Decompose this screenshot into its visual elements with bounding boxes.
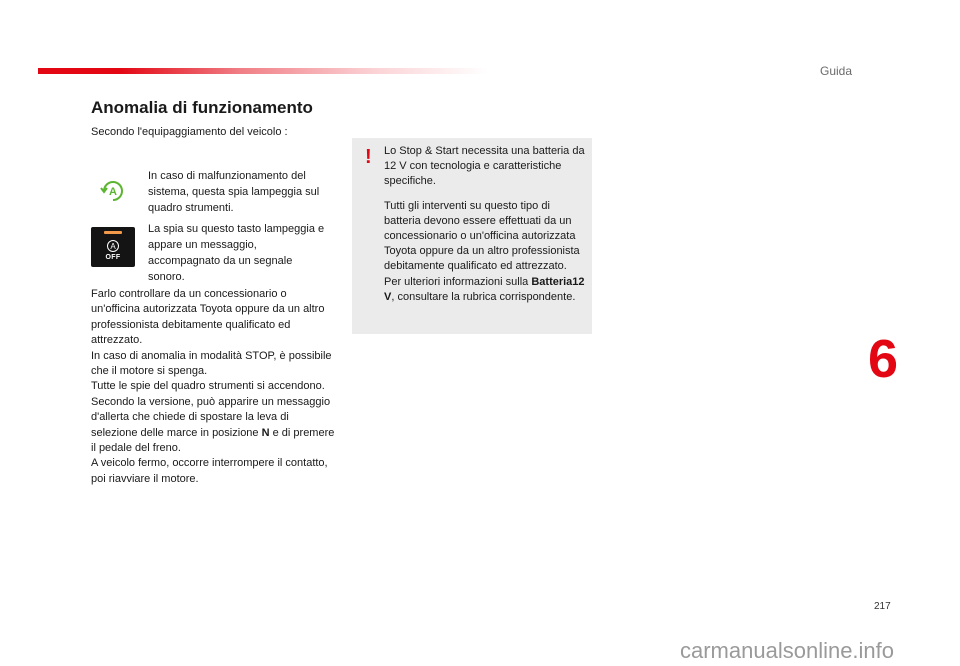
note-box [352,138,592,334]
exclamation-icon: ! [365,146,372,168]
page-number: 217 [874,601,891,612]
svg-text:A: A [109,186,117,198]
note-suffix: , consultare la rubrica corrispondente. [391,290,576,303]
gear-suffix: e di premere il pedale del freno. [91,426,335,455]
body-line: Tutte le spie del quadro strumenti si accendono. [91,380,325,393]
warning-light-description: In caso di malfunzionamento del sistema, questa spia lampeggia sul quadro strumenti. [148,170,320,214]
chapter-number: 6 [868,329,899,389]
header-accent-bar [38,68,488,74]
note-paragraph: Tutti gli interventi su questo tipo di batteria devono essere effettuati da un concessionario o un'officina autorizzata Toyota oppure da un altro professionista debitamente qualificato ed attrezzato. [384,199,580,273]
stop-start-off-button-icon [91,227,135,267]
body-line: In caso di anomalia in modalità STOP, è possibile che il motore si spenga. [91,349,332,378]
auto-stop-icon [106,239,120,253]
page-title: Anomalia di funzionamento [91,98,313,117]
note-paragraph-battery [384,275,588,305]
button-led-indicator [104,231,122,234]
gear-prefix: Secondo la versione, può apparire un messaggio d'allerta che chiede di spostare la leva di selezione delle marce in posizione [91,395,331,439]
battery-reference: Batteria12 V [384,275,585,303]
body-text [91,287,336,487]
stop-start-warning-icon [98,179,128,203]
off-label: OFF [105,254,121,261]
note-paragraph: Lo Stop & Start necessita una batteria da 12 V con tecnologia e caratteristiche specifiche. [384,145,585,188]
watermark: carmanualsonline.info [680,638,895,663]
body-line: A veicolo fermo, occorre interrompere il contatto, poi riavviare il motore. [91,457,328,485]
section-tab: Guida [820,64,853,78]
note-prefix: Per ulteriori informazioni sulla [384,275,532,288]
button-description: La spia su questo tasto lampeggia e appare un messaggio, accompagnato da un segnale sonoro. [148,223,325,283]
intro-text: Secondo l'equipaggiamento del veicolo : [91,126,288,138]
body-line: Farlo controllare da un concessionario o un'officina autorizzata Toyota oppure da un altro professionista debitamente qualificato ed attrezzato. [91,288,325,347]
body-line-gear [91,395,336,457]
gear-position: N [261,426,270,439]
svg-text:A: A [110,242,116,251]
note-text [384,144,588,305]
